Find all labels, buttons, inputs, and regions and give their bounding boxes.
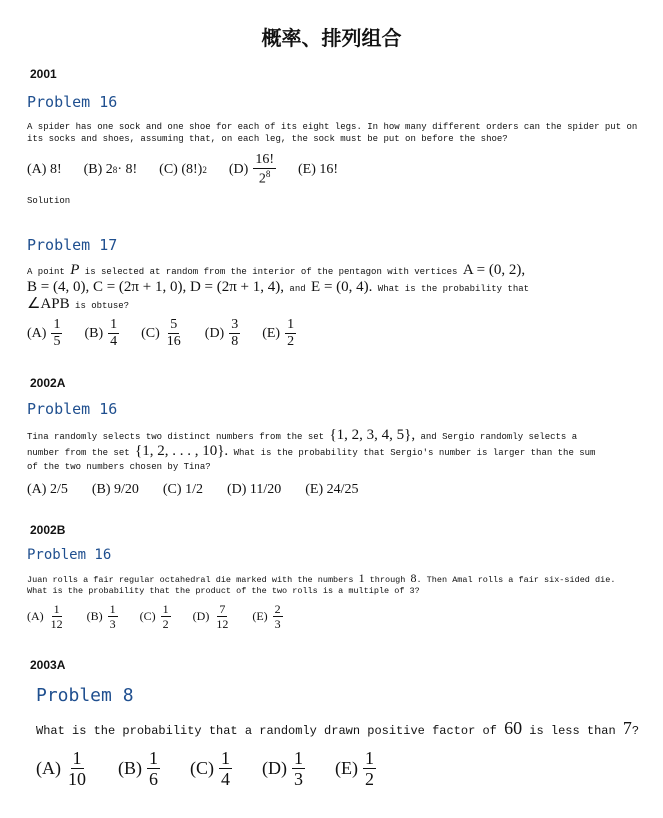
choice-e: (E) $\frac{1}{2}$ [262,317,295,349]
year-label-2001: 2001 [30,67,57,81]
choice-a: (A) $\frac{1}{5}$ [27,317,61,349]
problem-heading: Problem 16 [27,93,118,111]
answer-choices [27,318,643,349]
choice-a: (A) $\frac{1}{12}$ [27,602,63,631]
answer-choices [36,749,652,788]
problem-2001-17 [27,236,643,349]
problem-statement: Juan rolls a fair regular octahedral die marked with the numbers 1 through 8. Then Amal rolls a fair six-sided die. What is the probability that the product of the two rolls is a multiple of 3? [27,571,616,596]
choice-d: (D) 11/20 [226,482,282,497]
answer-choices [27,153,643,187]
choice-c: (C) $\frac{1}{2}$ [139,602,169,631]
answer-choices [27,482,643,498]
choice-b: (B) $\frac{1}{3}$ [86,602,116,631]
problem-statement: What is the probability that a randomly drawn positive factor of 60 is less than 7? [36,718,640,738]
problem-heading: Problem 17 [27,236,118,254]
year-label-2002a: 2002A [30,376,66,390]
choice-c: (C) $\frac{5}{16}$ [141,317,181,349]
choice-a: (A) 8! [27,161,62,177]
year-label-2003a: 2003A [30,658,66,672]
choice-d: (D) $\frac{1}{3}$ [262,748,303,789]
choice-b: (B) 2 8 · 8! [83,161,138,177]
year-label-2002b: 2002B [30,523,66,537]
choice-d: (D) $\frac{7}{12}$ [192,602,229,631]
choice-c: (C) $\frac{1}{4}$ [190,748,230,789]
choice-a: (A) $\frac{1}{10}$ [36,748,86,789]
choice-c: (C) (8!) 2 [159,161,207,177]
problem-2002a-16 [27,400,643,498]
choice-e: (E) $\frac{2}{3}$ [252,602,281,631]
choice-d: (D) $\frac{3}{8}$ [204,317,239,349]
problem-heading: Problem 8 [36,685,134,706]
page-title: 概率、排列组合 [261,26,402,50]
solution-link[interactable]: Solution [27,195,71,206]
problem-2001-16 [27,93,643,207]
choice-d: (D) $\frac{16!}{2^8}$ [228,152,274,187]
problem-heading: Problem 16 [27,547,112,563]
choice-c: (C) 1/2 [162,482,203,497]
choice-e: (E) 16! [297,161,339,177]
choice-e: (E) 24/25 [305,482,359,497]
problem-statement: A spider has one sock and one shoe for each of its eight legs. In how many different orders can the spider put on its socks and shoes, assuming that, on each leg, the sock must be put on before the shoe? [27,122,638,144]
choice-b: (B) 9/20 [91,482,139,497]
problem-heading: Problem 16 [27,400,118,418]
choice-e: (E) $\frac{1}{2}$ [335,748,374,789]
problem-statement: Tina randomly selects two distinct numbers from the set {1, 2, 3, 4, 5}, and Sergio randomly selects a number from the set {1, 2, . . . , 10}. What is the probability that Sergio's number is larger than the sum of the two numbers chosen by Tina? [27,427,596,472]
choice-b: (B) $\frac{1}{4}$ [84,317,118,349]
choice-a: (A) 2/5 [27,482,68,497]
answer-choices [27,603,643,630]
problem-2003a-8 [36,685,652,788]
problem-2002b-16 [27,547,643,630]
choice-b: (B) $\frac{1}{6}$ [118,748,158,789]
problem-statement: A point P is selected at random from the interior of the pentagon with vertices A = (0, 2), B = (4, 0), C = (2π + 1, 0), D = (2π + 1, 4), and E = (0, 4). What is the probability that ∠APB is obtuse? [27,262,530,312]
